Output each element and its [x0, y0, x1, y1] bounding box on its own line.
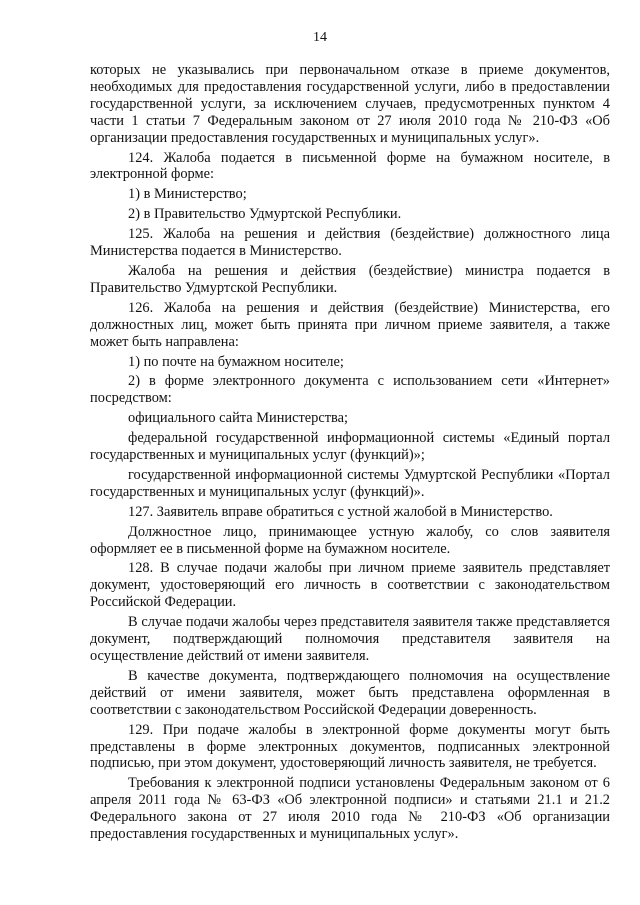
list-item-post: 1) по почте на бумажном носителе; — [128, 353, 344, 370]
list-item-official-site: официального сайта Министерства; — [128, 410, 349, 427]
paragraph-continuation: которых не указывались при первоначальном отказе в приеме документов, необходимых для предоставления государственной услуги, либо в предоставлении государственной услуги, за исключением случаев, предусмотренных пунктом 4 части 1 статьи 7 Федеральным законом от 27 июля 2010 года № 210-ФЗ «Об организации предоставления государственных и муниципальных услуг». — [90, 62, 610, 146]
paragraph-125: 125. Жалоба на решения и действия (бездействие) должностного лица Министерства подается в Министерство. — [90, 226, 610, 260]
page-number: 14 — [313, 30, 327, 45]
list-item-regional-portal: государственной информационной системы Удмуртской Республики «Портал государственных и муниципальных услуг (функций)». — [90, 466, 610, 500]
paragraph-signature-requirements: Требования к электронной подписи установлены Федеральным законом от 6 апреля 2011 года № 63-ФЗ «Об электронной подписи» и статьями 21.1 и 21.2 Федерального закона от 27 июля 2010 года № 210-ФЗ «Об организации предоставления государственных и муниципальных услуг». — [90, 775, 610, 843]
paragraph-minister-complaint: Жалоба на решения и действия (бездействие) министра подается в Правительство Удмуртской Республики. — [90, 262, 610, 296]
paragraph-126: 126. Жалоба на решения и действия (бездействие) Министерства, его должностных лиц, может быть принята при личном приеме заявителя, а также может быть направлена: — [90, 299, 610, 350]
list-item-ministry: 1) в Министерство; — [128, 186, 247, 203]
paragraph-128: 128. В случае подачи жалобы при личном приеме заявитель представляет документ, удостоверяющий его личность в соответствии с законодательством Российской Федерации. — [90, 560, 610, 611]
document-body — [90, 62, 610, 843]
paragraph-129: 129. При подаче жалобы в электронной форме документы могут быть представлены в форме электронных документов, подписанных электронной подписью, при этом документ, удостоверяющий личность заявителя, не требуется. — [90, 721, 610, 772]
list-item-federal-portal: федеральной государственной информационной системы «Единый портал государственных и муниципальных услуг (функций)»; — [90, 430, 610, 464]
paragraph-127: 127. Заявитель вправе обратиться с устной жалобой в Министерство. — [128, 503, 553, 520]
paragraph-representative: В случае подачи жалобы через представителя заявителя также представляется документ, подтверждающий полномочия представителя заявителя на осуществление действий от имени заявителя. — [90, 614, 610, 664]
paragraph-124: 124. Жалоба подается в письменной форме на бумажном носителе, в электронной форме: — [90, 149, 610, 183]
paragraph-power-of-attorney: В качестве документа, подтверждающего полномочия на осуществление действий от имени заявителя, может быть представлена оформленная в соответствии с законодательством Российской Федерации доверенность. — [90, 667, 610, 718]
paragraph-oral-complaint: Должностное лицо, принимающее устную жалобу, со слов заявителя оформляет ее в письменной форме на бумажном носителе. — [90, 523, 610, 557]
list-item-electronic: 2) в форме электронного документа с использованием сети «Интернет» посредством: — [90, 373, 610, 407]
list-item-government: 2) в Правительство Удмуртской Республики. — [128, 206, 402, 223]
